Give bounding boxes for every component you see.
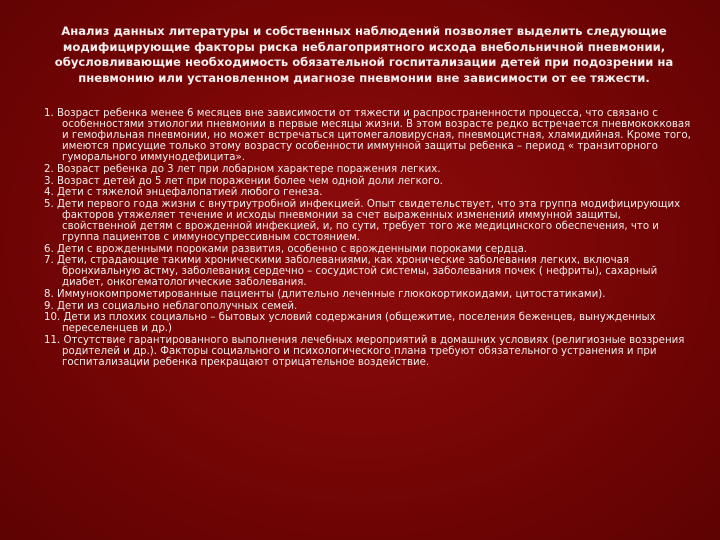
list-item: 4. Дети с тяжелой энцефалопатией любого генеза. bbox=[44, 187, 323, 199]
list-item: 2. Возраст ребенка до 3 лет при лобарном характере поражения легких. bbox=[44, 163, 441, 175]
list-item: 10. Дети из плохих социально – бытовых условий содержания (общежитие, поселения беженцев, вынужденных переселенцев и др.) bbox=[44, 312, 656, 335]
list-item: 7. Дети, страдающие такими хроническими заболеваниями, как хронические заболевания легких, включая бронхиальную астму, заболевания сердечно – сосудистой системы, заболевания почек ( нефриты), сахарный диабет, онкогематологические заболевания. bbox=[44, 255, 658, 289]
list-item: 3. Возраст детей до 5 лет при поражении более чем одной доли легкого. bbox=[44, 175, 443, 187]
list-item: 9. Дети из социально неблагополучных семей. bbox=[44, 300, 298, 312]
risk-factor-list bbox=[44, 108, 696, 369]
list-item: 8. Иммунокомпрометированные пациенты (длительно леченные глюкокортикоидами, цитостатиками). bbox=[44, 289, 606, 300]
list-item: 6. Дети с врожденными пороками развития, особенно с врожденными пороками сердца. bbox=[44, 243, 528, 255]
list-item: 1. Возраст ребенка менее 6 месяцев вне зависимости от тяжести и распространенности процесса, что связано с особенностями этиологии пневмонии в первые месяцы жизни. В этом возрасте редко встречается пневмококковая и гемофильная пневмонии, но может встречаться цитомегаловирусная, пневмоцистная, хламидийная. Кроме того, имеются присущие только этому возрасту особенности иммунной защиты ребенка – период « транзиторного гуморального иммунодефицита». bbox=[44, 108, 691, 164]
list-item: 5. Дети первого года жизни с внутриутробной инфекцией. Опыт свидетельствует, что эта группа модифицирующих факторов утяжеляет течение и исходы пневмонии за счет выраженных изменений иммунной защиты, свойственной детям с врожденной инфекцией, и, по сути, требует того же медицинского обеспечения, что и группа пациентов с иммуносупрессивным состоянием. bbox=[44, 198, 681, 244]
intro-paragraph: Анализ данных литературы и собственных наблюдений позволяет выделить следующие модифицирующие факторы риска неблагоприятного исхода внебольничной пневмонии, обусловливающие необходимость обязательной госпитализации детей при подозрении на пневмонию или установленном диагнозе пневмонии вне зависимости от ее тяжести. bbox=[54, 24, 674, 85]
list-item: 11. Отсутствие гарантированного выполнения лечебных мероприятий в домашних условиях (религиозные воззрения родителей и др.). Факторы социального и психологического плана требуют обязательного устранения и при госпитализации ребенка прекращают отрицательное воздействие. bbox=[44, 334, 685, 369]
